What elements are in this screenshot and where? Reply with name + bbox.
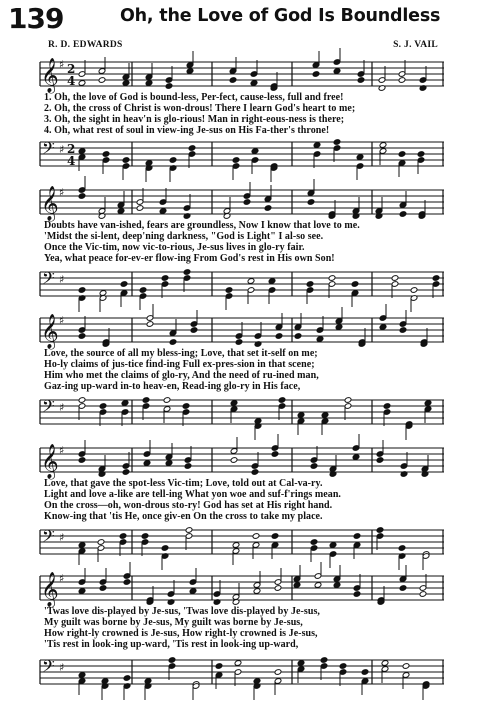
note-head: [159, 208, 167, 215]
note-head: [190, 327, 198, 334]
time-signature: 4: [67, 74, 76, 88]
treble-staff-notation: [40, 444, 444, 479]
note-head: [274, 585, 282, 592]
bass-staff: [40, 656, 444, 688]
note-head: [136, 205, 144, 212]
note-head: [333, 68, 341, 75]
note-head: [163, 397, 171, 404]
note-head: [119, 533, 127, 540]
lyrics-block: [44, 606, 444, 650]
treble-clef-icon: 𝄞: [41, 444, 59, 479]
note-head: [268, 278, 276, 285]
music-system-3: [0, 310, 480, 428]
sharp-icon: ♯: [59, 314, 65, 327]
note-head: [398, 77, 406, 84]
note-head: [78, 193, 86, 200]
treble-staff-notation: [40, 58, 444, 93]
treble-staff: [40, 314, 444, 349]
note-head: [297, 660, 305, 667]
treble-clef-icon: 𝄞: [41, 572, 59, 607]
note-head: [165, 460, 173, 467]
note-head: [344, 397, 352, 404]
lyric-line: 4. Oh, what rest of soul in view-ing Je-sus on His Fa-ther's throne!: [44, 125, 330, 136]
music-system-4: [0, 438, 480, 556]
note-head: [161, 545, 169, 552]
note-head: [146, 321, 154, 328]
bass-staff-notation: [40, 396, 444, 428]
note-head: [169, 157, 177, 164]
treble-staff: [40, 572, 444, 607]
lyric-line: 2. Oh, the cross of Christ is won-drous! There I learn God's heart to me;: [44, 103, 356, 114]
note-head: [98, 77, 106, 84]
lyrics-block: [44, 348, 444, 392]
note-head: [142, 397, 150, 404]
note-head: [398, 545, 406, 552]
sharp-icon: ♯: [59, 143, 65, 156]
note-head: [271, 451, 279, 458]
note-head: [230, 400, 238, 407]
note-head: [424, 400, 432, 407]
note-head: [328, 275, 336, 282]
note-head: [78, 457, 86, 464]
note-head: [102, 151, 110, 158]
note-head: [293, 582, 301, 589]
hymn-number: 139: [8, 2, 64, 35]
bass-clef-icon: 𝄢: [42, 396, 55, 420]
note-head: [361, 669, 369, 676]
note-head: [78, 397, 86, 404]
lyric-line: Light and love a-like are tell-ing What yon woe and suf-f'rings mean.: [44, 489, 341, 500]
note-head: [141, 533, 149, 540]
sharp-icon: ♯: [59, 444, 65, 457]
note-head: [352, 454, 360, 461]
lyric-line: Yea, what peace for-ev-er flow-ing From God's rest in His own Son!: [44, 253, 335, 264]
treble-staff-notation: [40, 572, 444, 607]
note-head: [247, 278, 255, 285]
note-head: [252, 533, 260, 540]
note-head: [161, 275, 169, 282]
note-head: [78, 148, 86, 155]
lyric-line: 1. Oh, the love of God is bound-less, Per-fect, cause-less, full and free!: [44, 92, 344, 103]
author-credit: R. D. EDWARDS: [48, 40, 123, 50]
note-head: [188, 145, 196, 152]
note-head: [143, 460, 151, 467]
lyric-line: 'Twas love dis-played by Je-sus, 'Twas love dis-played by Je-sus,: [44, 606, 320, 617]
note-head: [310, 539, 318, 546]
lyrics-block: [44, 478, 444, 522]
note-head: [78, 333, 86, 340]
note-head: [313, 142, 321, 149]
note-head: [232, 542, 240, 549]
note-head: [297, 412, 305, 419]
note-head: [169, 339, 177, 346]
note-head: [264, 205, 272, 212]
note-head: [310, 463, 318, 470]
sharp-icon: ♯: [59, 401, 65, 414]
note-head: [215, 663, 223, 670]
note-head: [357, 77, 365, 84]
lyric-line: Know-ing that 'tis He, once giv-en On the cross to take my place.: [44, 511, 323, 522]
note-head: [321, 412, 329, 419]
note-head: [399, 327, 407, 334]
note-head: [121, 400, 129, 407]
hymn-header: [0, 0, 480, 40]
note-head: [329, 542, 337, 549]
note-head: [185, 527, 193, 534]
hymn-title: Oh, the Love of God Is Boundless: [120, 6, 441, 26]
note-head: [99, 403, 107, 410]
lyric-line: Love, that gave the spot-less Vic-tim; Love, told out at Cal-va-ry.: [44, 478, 323, 489]
note-head: [225, 287, 233, 294]
note-head: [120, 281, 128, 288]
time-signature: 2: [67, 142, 76, 156]
note-head: [183, 269, 191, 276]
lyric-line: Once the Vic-tim, now vic-to-rious, Je-sus lives in glo-ry fair.: [44, 242, 305, 253]
composer-credit: S. J. VAIL: [393, 40, 438, 50]
bass-staff-notation: [40, 656, 444, 688]
lyric-line: 'Midst the si-lent, deep'ning darkness, "God is Light" I al-so see.: [44, 231, 324, 242]
note-head: [230, 457, 238, 464]
sharp-icon: ♯: [59, 273, 65, 286]
note-head: [432, 275, 440, 282]
treble-clef-icon: 𝄞: [41, 58, 59, 93]
lyric-line: Him who met the claims of glo-ry, And the need of ru-ined man,: [44, 370, 319, 381]
note-head: [314, 582, 322, 589]
sharp-icon: ♯: [59, 186, 65, 199]
bass-clef-icon: 𝄢: [42, 138, 55, 162]
note-head: [78, 588, 86, 595]
note-head: [78, 287, 86, 294]
note-head: [229, 77, 237, 84]
note-head: [78, 672, 86, 679]
lyric-line: 'Tis rest in look-ing up-ward, 'Tis rest in look-ing up-ward,: [44, 639, 299, 650]
bass-clef-icon: 𝄢: [42, 526, 55, 550]
treble-clef-icon: 𝄞: [41, 186, 59, 221]
treble-staff-notation: [40, 314, 444, 349]
note-head: [335, 324, 343, 331]
lyric-line: Gaz-ing up-ward in-to heav-en, Read-ing glo-ry in His face,: [44, 381, 301, 392]
note-head: [379, 142, 387, 149]
note-head: [356, 154, 364, 161]
note-head: [353, 533, 361, 540]
lyric-line: Doubts have van-ished, fears are groundless, Now I know that love to me.: [44, 220, 360, 231]
treble-staff: [40, 186, 444, 221]
note-head: [78, 80, 86, 87]
music-system-5: [0, 566, 480, 716]
sharp-icon: ♯: [59, 58, 65, 71]
time-signature: 4: [67, 154, 76, 168]
lyric-line: Love, the source of all my bless-ing; Love, that set it-self on me;: [44, 348, 318, 359]
time-signature: 2: [67, 62, 76, 76]
note-head: [274, 669, 282, 676]
bass-clef-icon: 𝄢: [42, 268, 55, 292]
lyric-line: On the cross—oh, won-drous sto-ry! God has set at His right hand.: [44, 500, 333, 511]
lyric-line: How right-ly crowned is Je-sus, How right-ly crowned is Je-sus,: [44, 628, 318, 639]
note-head: [253, 588, 261, 595]
note-head: [250, 80, 258, 87]
bass-staff-notation: [40, 138, 444, 170]
note-head: [122, 80, 130, 87]
note-head: [417, 151, 425, 158]
note-head: [351, 281, 359, 288]
note-head: [275, 333, 283, 340]
note-head: [122, 469, 130, 476]
lyric-line: 3. Oh, the sight in heav'n is glo-rious! Man in right-eous-ness is there;: [44, 114, 345, 125]
note-head: [99, 585, 107, 592]
sharp-icon: ♯: [59, 572, 65, 585]
note-head: [145, 80, 153, 87]
lyrics-block: [44, 92, 444, 136]
note-head: [383, 403, 391, 410]
note-head: [235, 339, 243, 346]
note-head: [316, 336, 324, 343]
note-head: [399, 211, 407, 218]
note-head: [97, 539, 105, 546]
note-head: [139, 287, 147, 294]
note-head: [320, 657, 328, 664]
bass-staff: [40, 138, 444, 170]
note-head: [78, 542, 86, 549]
note-head: [398, 151, 406, 158]
sharp-icon: ♯: [59, 661, 65, 674]
note-head: [123, 579, 131, 586]
note-head: [381, 660, 389, 667]
note-head: [312, 71, 320, 78]
treble-staff: [40, 444, 444, 479]
note-head: [307, 199, 315, 206]
note-head: [182, 403, 190, 410]
note-head: [189, 588, 197, 595]
note-head: [234, 660, 242, 667]
note-head: [399, 585, 407, 592]
lyric-line: Ho-ly claims of jus-tice find-ing Full ex-pres-sion in that scene;: [44, 359, 315, 370]
note-head: [353, 591, 361, 598]
sharp-icon: ♯: [59, 531, 65, 544]
treble-staff-notation: [40, 186, 444, 221]
treble-clef-icon: 𝄞: [41, 314, 59, 349]
bass-staff-notation: [40, 268, 444, 300]
lyrics-block: [44, 220, 444, 264]
bass-staff-notation: [40, 526, 444, 558]
music-system-1: [0, 52, 480, 170]
note-head: [123, 675, 131, 682]
note-head: [391, 275, 399, 282]
note-head: [306, 281, 314, 288]
note-head: [251, 148, 259, 155]
note-head: [186, 68, 194, 75]
note-head: [117, 208, 125, 215]
note-head: [184, 463, 192, 470]
note-head: [122, 157, 130, 164]
note-head: [232, 157, 240, 164]
bass-staff: [40, 396, 444, 428]
treble-staff: [40, 58, 444, 93]
note-head: [379, 324, 387, 331]
note-head: [339, 663, 347, 670]
note-head: [333, 139, 341, 146]
bass-staff: [40, 268, 444, 300]
note-head: [376, 457, 384, 464]
note-head: [402, 663, 410, 670]
note-head: [243, 199, 251, 206]
note-head: [333, 582, 341, 589]
music-system-2: [0, 182, 480, 300]
note-head: [376, 527, 384, 534]
note-head: [278, 397, 286, 404]
note-head: [419, 591, 427, 598]
note-head: [271, 533, 279, 540]
note-head: [251, 469, 259, 476]
note-head: [294, 333, 302, 340]
note-head: [165, 83, 173, 90]
bass-clef-icon: 𝄢: [42, 656, 55, 680]
note-head: [168, 657, 176, 664]
bass-staff: [40, 526, 444, 558]
note-head: [410, 287, 418, 294]
lyric-line: My guilt was borne by Je-sus, My guilt was borne by Je-sus,: [44, 617, 303, 628]
